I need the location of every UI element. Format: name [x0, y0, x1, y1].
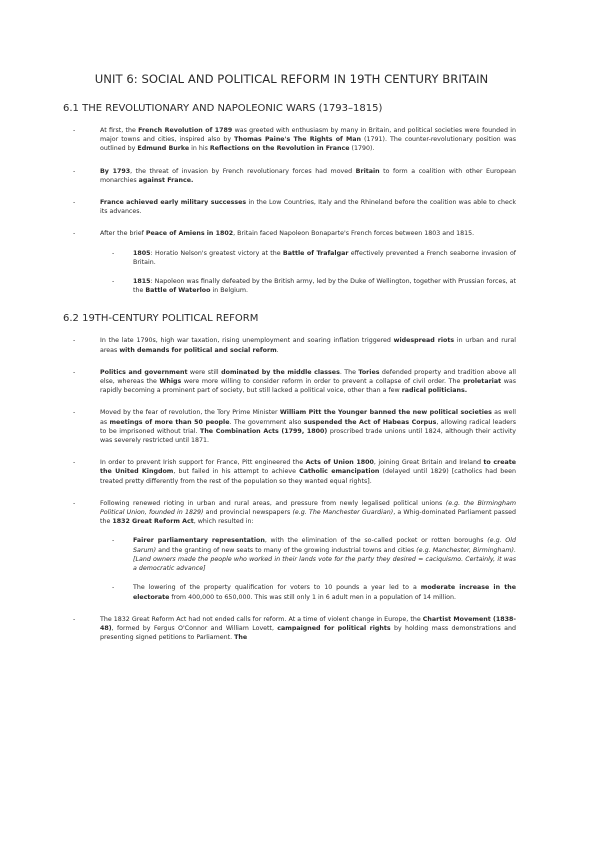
sub-list-item: - Fairer parliamentary representation, with the elimination of the so-called pocket or rotten boroughs (e.g. Old Sarum) and the granting of new seats to many of the growing industrial towns and cities (e.g. Manchester, Birmingham). [Land owners made the people who worked in their lands vote for the party they desired = caciquismo. Certainly, it was a democratic advance]	[100, 536, 516, 573]
list-item: - France achieved early military successes in the Low Countries, Italy and the Rhineland before the coalition was able to check its advances.	[67, 198, 516, 216]
section-heading-revolutionary-wars: 6.1 THE REVOLUTIONARY AND NAPOLEONIC WARS (1793–1815)	[63, 103, 383, 114]
list-item: - By 1793, the threat of invasion by French revolutionary forces had moved Britain to form a coalition with other European monarchies against France.	[67, 167, 516, 185]
sub-list-item: - The lowering of the property qualification for voters to 10 pounds a year led to a moderate increase in the electorate from 400,000 to 650,000. This was still only 1 in 6 adult men in a population of 14 million.	[100, 583, 516, 601]
list-item: - Following renewed rioting in urban and rural areas, and pressure from newly legalised political unions (e.g. the Birmingham Political Union, founded in 1829) and provincial newspapers (e.g. The Manchester Guardian), a Whig-dominated Parliament passed the 1832 Great Reform Act, which resulted in: - Fairer parliamentary representation, with the elimination of the so-called pocket or rotten boroughs (e.g. Old Sarum) and the granting of new seats to many of the growing industrial towns and cities (e.g. Manchester, Birmingham). [Land owners made the people who worked in their lands vote for the party they desired = caciquismo. Certainly, it was a democratic advance] - The lowering of the property qualification for voters to 10 pounds a year led to a moderate increase in the electorate from 400,000 to 650,000. This was still only 1 in 6 adult men in a population of 14 million.	[67, 499, 516, 602]
bullet-list	[67, 336, 516, 642]
list-item: - The 1832 Great Reform Act had not ended calls for reform. At a time of violent change in Europe, the Chartist Movement (1838-48), formed by Fergus O'Connor and William Lovett, campaigned for political rights by holding mass demonstrations and presenting signed petitions to Parliament. The	[67, 615, 516, 643]
list-item: - In the late 1790s, high war taxation, rising unemployment and soaring inflation triggered widespread riots in urban and rural areas with demands for political and social reform.	[67, 336, 516, 354]
sub-list-item: - 1805: Horatio Nelson's greatest victory at the Battle of Trafalgar effectively prevented a French seaborne invasion of Britain.	[100, 249, 516, 267]
sub-bullet-list	[100, 536, 516, 601]
document-title: UNIT 6: SOCIAL AND POLITICAL REFORM IN 19TH CENTURY BRITAIN	[94, 72, 489, 86]
list-item: - In order to prevent Irish support for France, Pitt engineered the Acts of Union 1800, joining Great Britain and Ireland to create the United Kingdom, but failed in his attempt to achieve Catholic emancipation (delayed until 1829) [catholics had been treated pretty differently from the rest of the population so they wanted equal rights].	[67, 458, 516, 486]
list-item: - After the brief Peace of Amiens in 1802, Britain faced Napoleon Bonaparte's French forces between 1803 and 1815. - 1805: Horatio Nelson's greatest victory at the Battle of Trafalgar effectively prevented a French seaborne invasion of Britain. - 1815: Napoleon was finally defeated by the British army, led by the Duke of Wellington, together with Prussian forces, at the Battle of Waterloo in Belgium.	[67, 229, 516, 295]
sub-bullet-list	[100, 249, 516, 296]
list-item: - At first, the French Revolution of 1789 was greeted with enthusiasm by many in Britain, and political societies were founded in major towns and cities, inspired also by Thomas Paine's The Rights of Man (1791). The counter-revolutionary position was outlined by Edmund Burke in his Reflections on the Revolution in France (1790).	[67, 126, 516, 154]
bullet-list	[67, 126, 516, 295]
section-heading-political-reform: 6.2 19TH-CENTURY POLITICAL REFORM	[63, 313, 259, 325]
sub-list-item: - 1815: Napoleon was finally defeated by the British army, led by the Duke of Wellington, together with Prussian forces, at the Battle of Waterloo in Belgium.	[100, 277, 516, 295]
list-item: - Politics and government were still dominated by the middle classes. The Tories defended property and tradition above all else, whereas the Whigs were more willing to consider reform in order to prevent a collapse of civil order. The proletariat was rapidly becoming a prominent part of society, but still lacked a political voice, other than a few radical politicians.	[67, 368, 516, 396]
list-item: - Moved by the fear of revolution, the Tory Prime Minister William Pitt the Younger banned the new political societies as well as meetings of more than 50 people. The government also suspended the Act of Habeas Corpus, allowing radical leaders to be imprisoned without trial. The Combination Acts (1799, 1800) proscribed trade unions until 1824, although their activity was severely restricted until 1871.	[67, 408, 516, 445]
